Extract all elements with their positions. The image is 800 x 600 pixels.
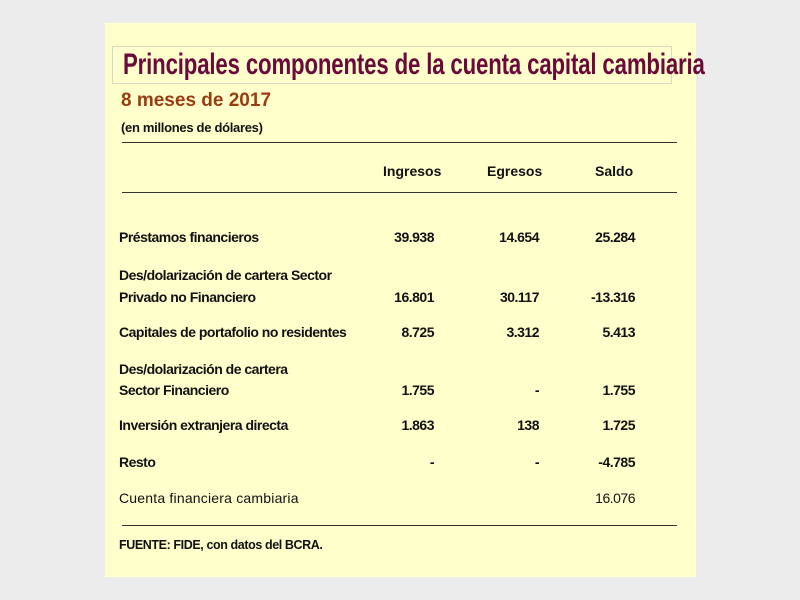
cell-ingresos: 16.801: [394, 289, 434, 305]
cell-ingresos: 8.725: [401, 324, 434, 340]
row-label-line1: Des/dolarización de cartera: [119, 361, 288, 377]
cell-saldo: 25.284: [595, 229, 635, 245]
cell-ingresos: 1.863: [401, 417, 434, 433]
cell-saldo: 1.725: [602, 417, 635, 433]
cell-egresos: 138: [517, 417, 539, 433]
cell-egresos: 30.117: [499, 289, 539, 305]
cell-ingresos: -: [429, 454, 434, 470]
row-label-line1: Des/dolarización de cartera Sector: [119, 267, 332, 283]
cell-saldo: -4.785: [598, 454, 635, 470]
cell-saldo: 5.413: [602, 324, 635, 340]
title-box: [112, 46, 705, 84]
row-label: Inversión extranjera directa: [119, 417, 288, 433]
header-bottom-rule: [122, 192, 677, 193]
total-saldo: 16.076: [595, 490, 635, 506]
cell-ingresos: 1.755: [401, 382, 434, 398]
column-header-ingresos: Ingresos: [383, 163, 442, 179]
slide: [105, 23, 705, 577]
row-label: Resto: [119, 454, 156, 470]
source-note: FUENTE: FIDE, con datos del BCRA.: [119, 538, 323, 552]
units-note: (en millones de dólares): [121, 120, 263, 135]
cell-egresos: 3.312: [506, 324, 539, 340]
table-top-rule: [122, 142, 677, 143]
column-header-saldo: Saldo: [595, 163, 634, 179]
total-label: Cuenta financiera cambiaria: [119, 490, 299, 506]
table-bottom-rule: [122, 525, 677, 526]
row-label-line2: Sector Financiero: [119, 382, 229, 398]
subtitle: 8 meses de 2017: [121, 90, 272, 111]
column-header-egresos: Egresos: [487, 163, 543, 179]
page-title: Principales componentes de la cuenta capital cambiaria: [123, 48, 705, 81]
cell-egresos: -: [534, 382, 539, 398]
cell-saldo: 1.755: [602, 382, 635, 398]
row-label: Préstamos financieros: [119, 229, 259, 245]
cell-ingresos: 39.938: [394, 229, 434, 245]
row-label-line2: Privado no Financiero: [119, 289, 256, 305]
cell-egresos: 14.654: [499, 229, 539, 245]
row-label: Capitales de portafolio no residentes: [119, 324, 347, 340]
cell-saldo: -13.316: [591, 289, 635, 305]
cell-egresos: -: [534, 454, 539, 470]
